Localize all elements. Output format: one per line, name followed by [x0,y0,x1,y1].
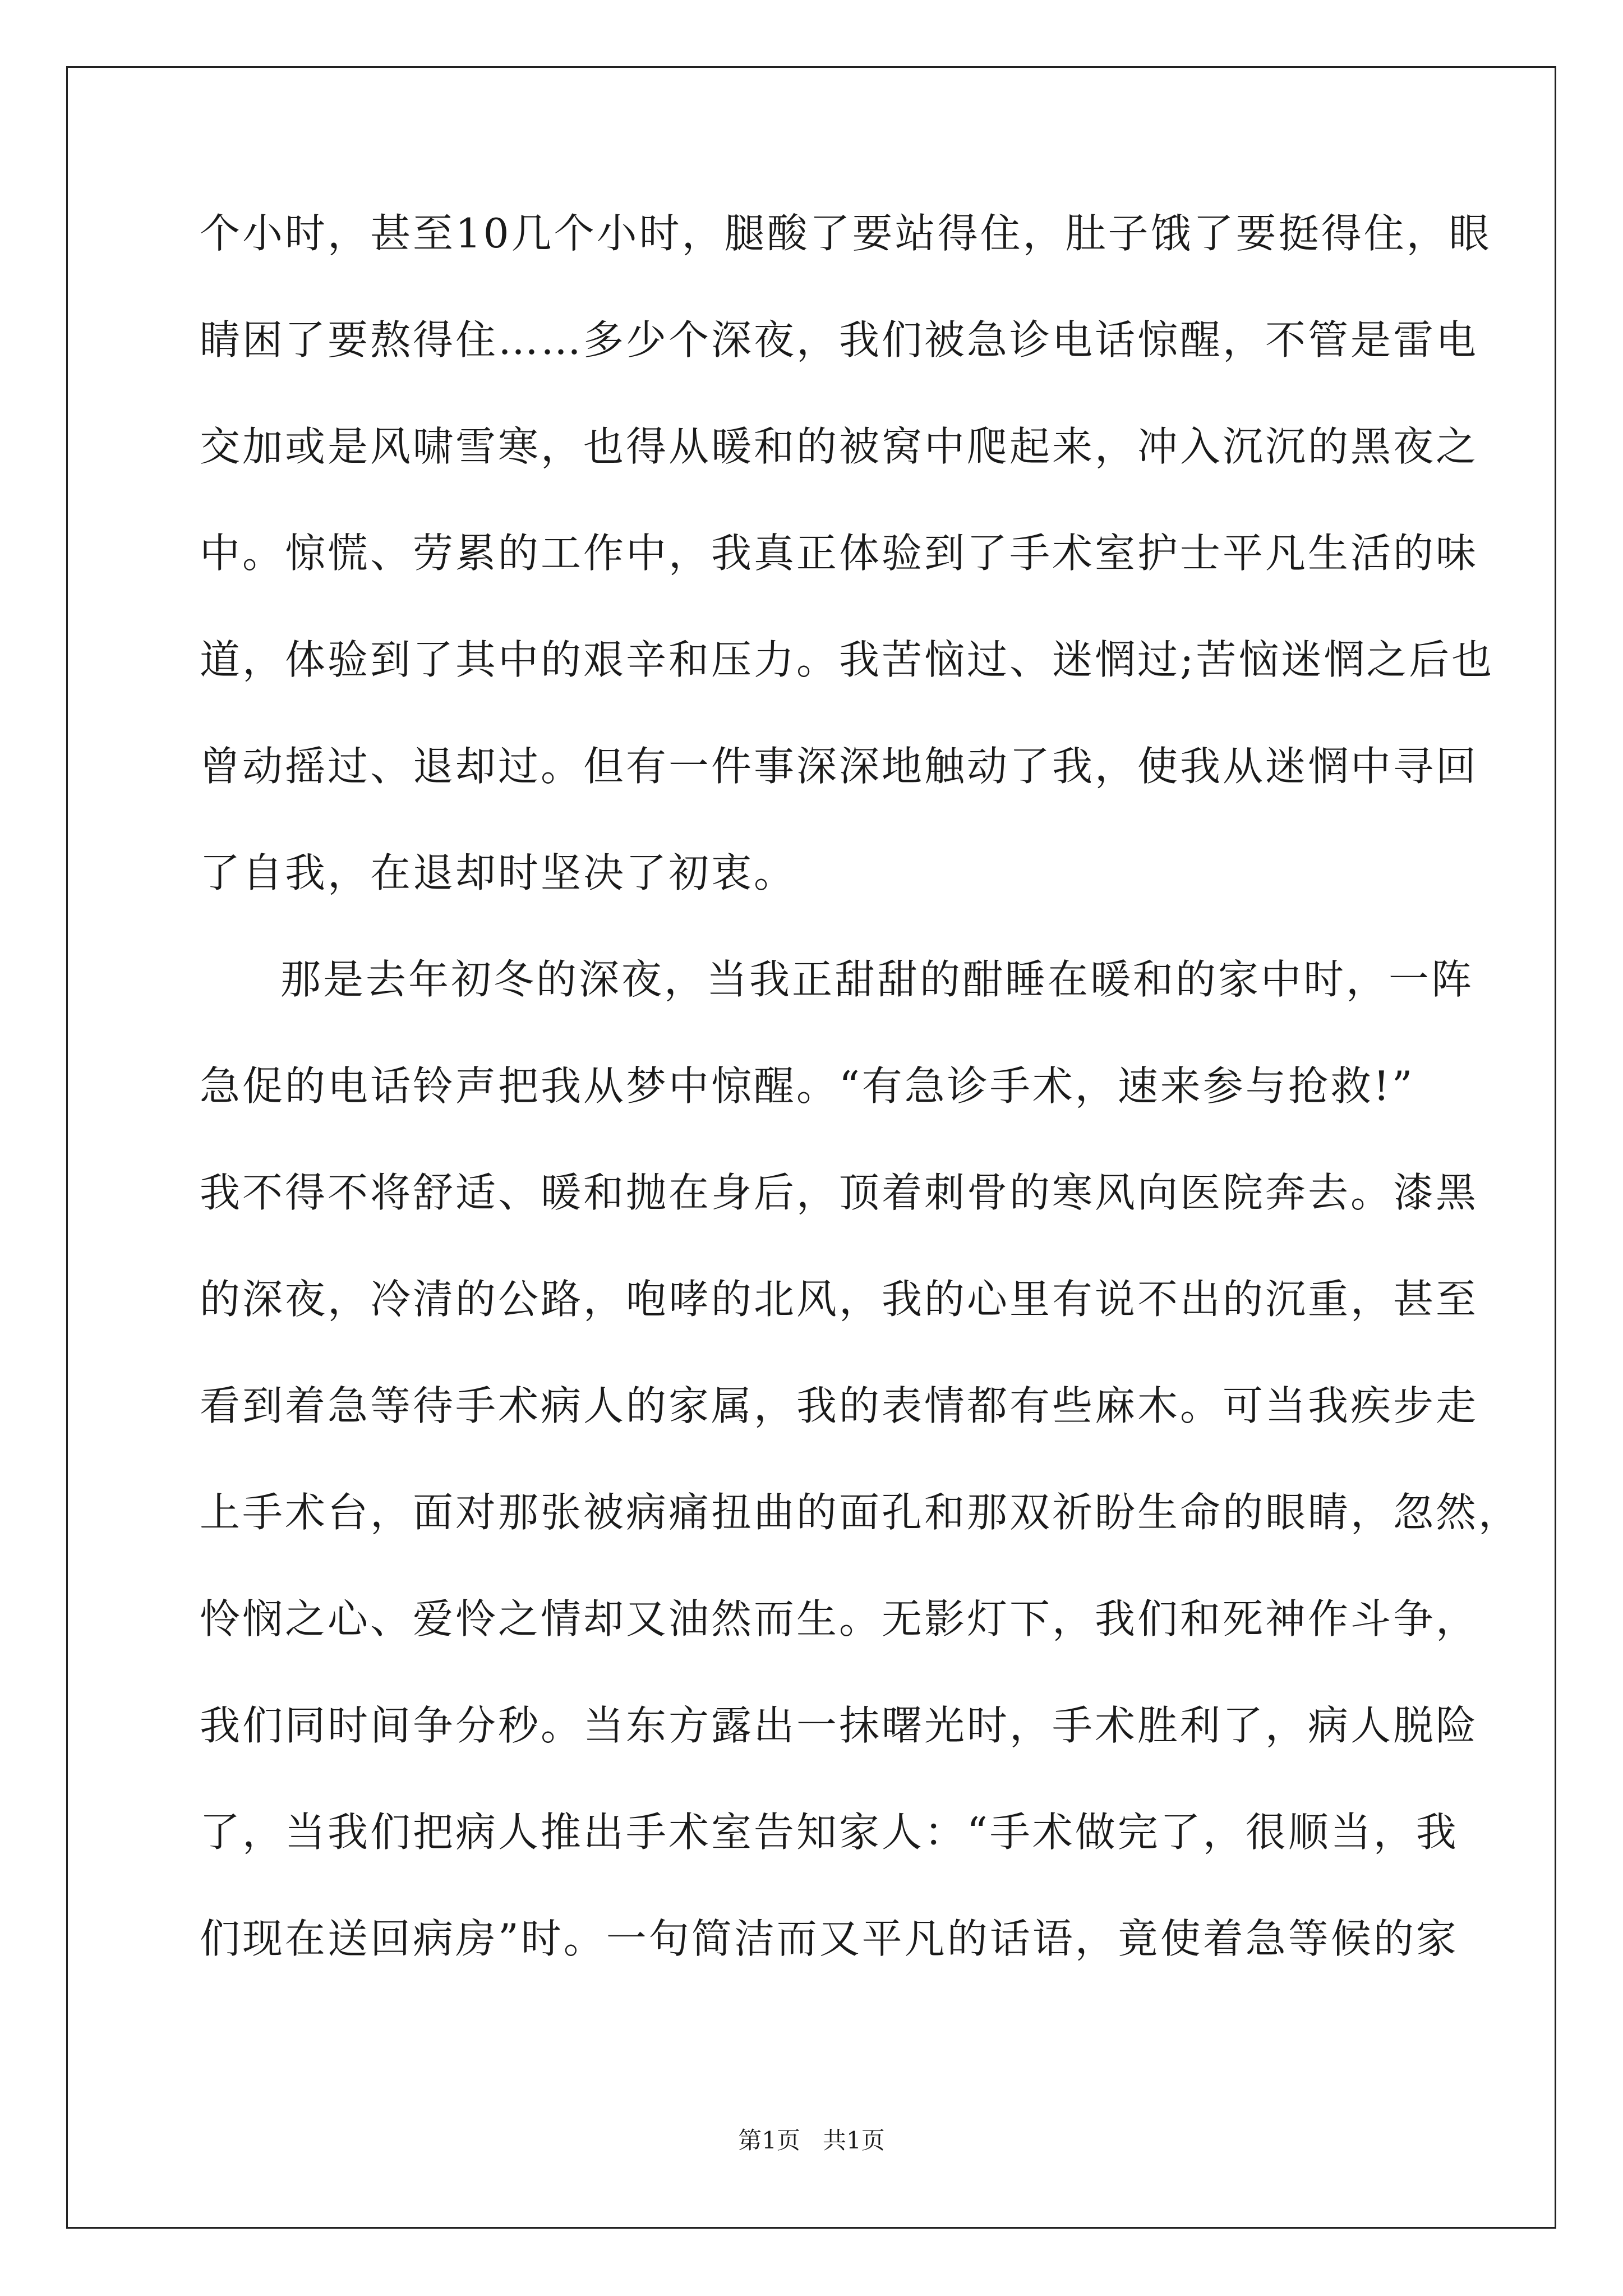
text-line: 们现在送回病房”时。一句简洁而又平凡的话语，竟使着急等候的家 [200,1915,1459,1962]
text-line: 个小时，甚至10几个小时，腿酸了要站得住，肚子饿了要挺得住，眼 [200,210,1492,257]
text-line: 了，当我们把病人推出手术室告知家人：“手术做完了，很顺当，我 [200,1809,1459,1856]
text-line: 我不得不将舒适、暖和抛在身后，顶着刺骨的寒风向医院奔去。漆黑 [200,1169,1479,1216]
page-footer [0,2129,1623,2152]
text-line: 交加或是风啸雪寒，也得从暖和的被窝中爬起来，冲入沉沉的黑夜之 [200,423,1479,470]
document-body [200,210,1521,2025]
text-line: 了自我，在退却时坚决了初衷。 [200,849,797,896]
paragraph-start-line: 那是去年初冬的深夜，当我正甜甜的酣睡在暖和的家中时，一阵 [280,956,1474,1003]
page-number: 第1页 [738,2127,800,2154]
text-line: 我们同时间争分秒。当东方露出一抹曙光时，手术胜利了，病人脱险 [200,1702,1479,1749]
text-line: 的深夜，冷清的公路，咆哮的北风，我的心里有说不出的沉重，甚至 [200,1276,1479,1323]
text-line: 上手术台，面对那张被病痛扭曲的面孔和那双祈盼生命的眼睛，忽然， [200,1489,1521,1536]
text-line: 看到着急等待手术病人的家属，我的表情都有些麻木。可当我疾步走 [200,1382,1479,1429]
text-line: 急促的电话铃声把我从梦中惊醒。“有急诊手术，速来参与抢救!” [200,1062,1415,1110]
text-line: 怜悯之心、爱怜之情却又油然而生。无影灯下，我们和死神作斗争， [200,1595,1479,1642]
page-total: 共1页 [823,2127,885,2154]
text-line: 中。惊慌、劳累的工作中，我真正体验到了手术室护士平凡生活的味 [200,530,1479,577]
text-line: 曾动摇过、退却过。但有一件事深深地触动了我，使我从迷惘中寻回 [200,743,1479,790]
text-line: 道，体验到了其中的艰辛和压力。我苦恼过、迷惘过;苦恼迷惘之后也 [200,636,1495,683]
text-line: 睛困了要熬得住……多少个深夜，我们被急诊电话惊醒，不管是雷电 [200,316,1479,364]
